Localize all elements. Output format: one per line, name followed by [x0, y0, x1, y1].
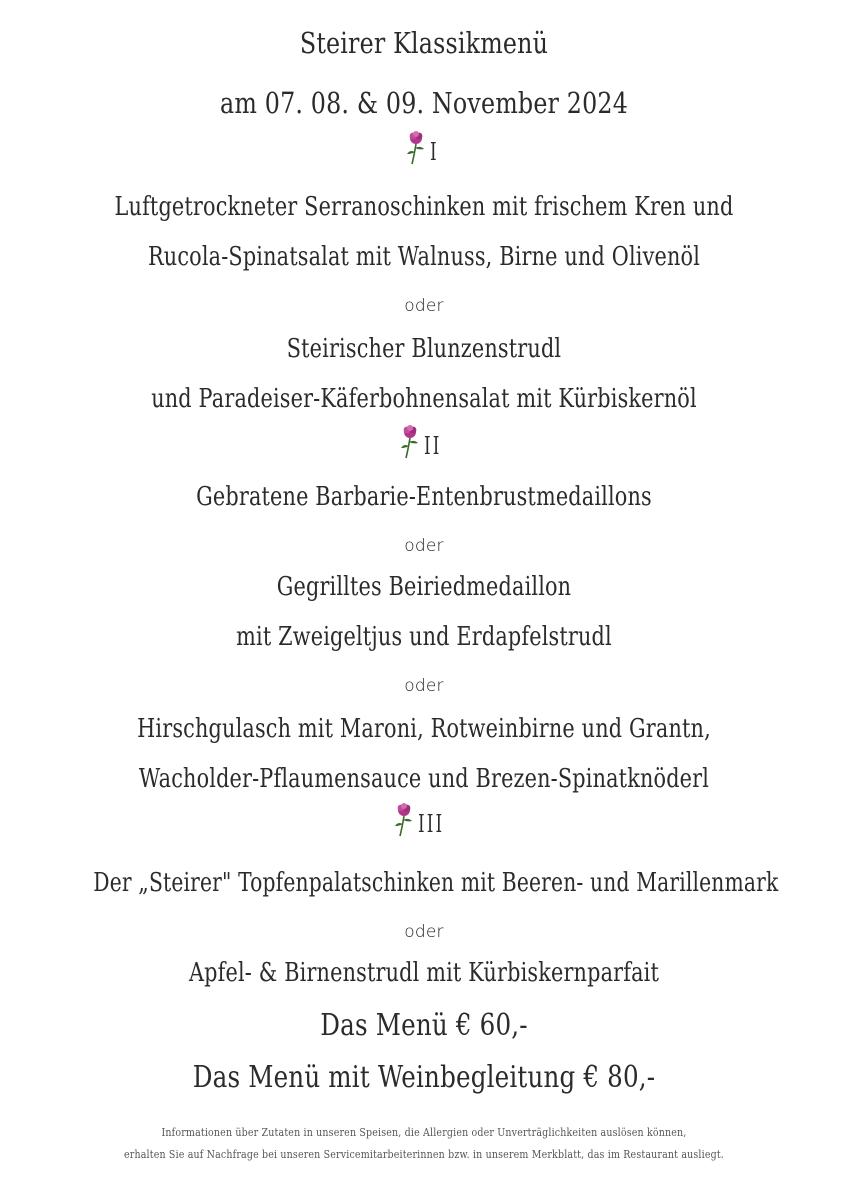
- carnation-flower-icon: [399, 424, 421, 460]
- menu-wine-price: Das Menü mit Weinbegleitung € 80,-: [192, 1060, 656, 1095]
- menu-dates: am 07. 08. & 09. November 2024: [219, 86, 628, 120]
- course-marker-3: [0, 802, 848, 838]
- course-marker-2: [0, 424, 848, 460]
- course-2-line-4: Hirschgulasch mit Maroni, Rotweinbirne und Grantn,: [137, 714, 711, 744]
- course-numeral-1: I: [430, 138, 439, 166]
- course-2-line-3: mit Zweigeltjus und Erdapfelstrudl: [236, 622, 612, 652]
- menu-price: Das Menü € 60,-: [320, 1008, 528, 1043]
- course-2-line-5: Wacholder-Pflaumensauce und Brezen-Spinatknöderl: [138, 764, 710, 794]
- course-1-line-1: Luftgetrockneter Serranoschinken mit frischem Kren und: [114, 192, 734, 222]
- course-3-line-2: Apfel- & Birnenstrudl mit Kürbiskernparfait: [188, 958, 659, 988]
- course-numeral-2: II: [424, 432, 442, 460]
- course-3-oder: oder: [404, 922, 444, 942]
- carnation-flower-icon: [393, 802, 415, 838]
- course-1-line-4: und Paradeiser-Käferbohnensalat mit Kürbiskernöl: [151, 384, 697, 414]
- course-2-line-1: Gebratene Barbarie-Entenbrustmedaillons: [196, 482, 652, 512]
- carnation-flower-icon: [405, 130, 427, 166]
- course-1-line-2: Rucola-Spinatsalat mit Walnuss, Birne und Olivenöl: [147, 242, 701, 272]
- course-1-oder: oder: [404, 296, 444, 316]
- course-numeral-3: III: [417, 810, 444, 838]
- course-3-line-1: Der „Steirer" Topfenpalatschinken mit Beeren- und Marillenmark: [93, 868, 779, 898]
- course-1-line-3: Steirischer Blunzenstrudl: [286, 334, 562, 364]
- course-2-line-2: Gegrilltes Beiriedmedaillon: [276, 572, 572, 602]
- menu-title: Steirer Klassikmenü: [299, 26, 549, 60]
- course-2-oder-2: oder: [404, 676, 444, 696]
- allergen-note-line-2: erhalten Sie auf Nachfrage bei unseren Servicemitarbeiterinnen bzw. in unserem Merkblatt, das im Restaurant ausliegt.: [124, 1148, 724, 1161]
- course-marker-1: [0, 130, 848, 166]
- allergen-note-line-1: Informationen über Zutaten in unseren Speisen, die Allergien oder Unverträglichkeiten auslösen können,: [161, 1126, 687, 1139]
- course-2-oder-1: oder: [404, 536, 444, 556]
